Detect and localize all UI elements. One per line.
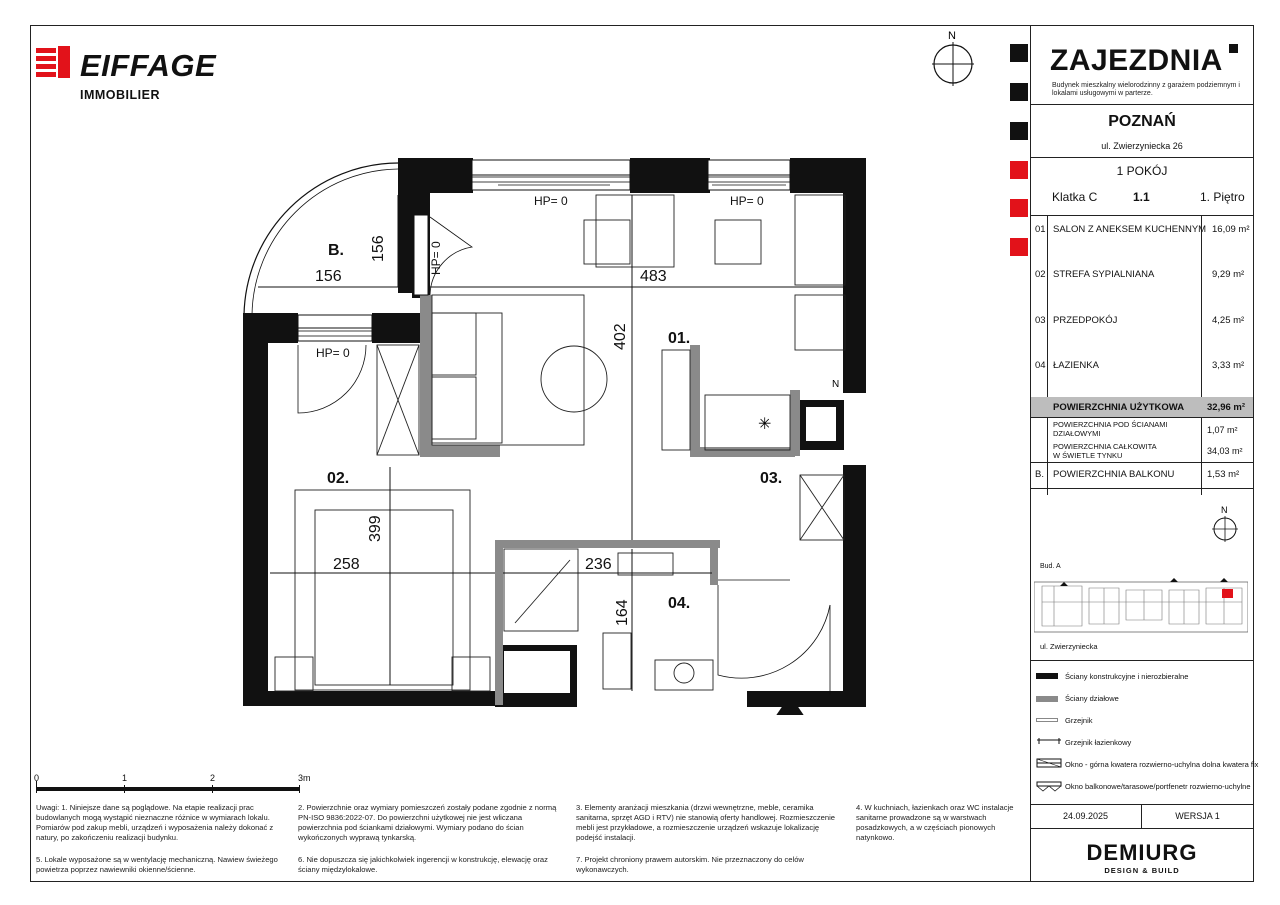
marker-1 [1010, 44, 1028, 62]
legend-bath-radiator-icon [1036, 737, 1062, 745]
legend-radiator-swatch [1036, 718, 1058, 722]
marker-4 [1010, 161, 1028, 179]
compass-icon [928, 28, 978, 90]
issue-date: 24.09.2025 [1062, 811, 1109, 821]
note-4: 4. W kuchniach, łazienkach oraz WC instalacje sanitarne prowadzone są w warstwach posadzkowych, a w częściach pionowych natynkowo. [856, 803, 1014, 842]
note-6: 6. Nie dopuszcza się jakichkolwiek ingerencji w konstrukcję, elewację oraz ściany międzylokalowe. [298, 855, 548, 874]
hp-label-2: HP= 0 [730, 194, 764, 208]
room-label-01: 01. [668, 330, 691, 347]
room-label-03: 03. [760, 470, 783, 487]
room-label-02: 02. [327, 470, 350, 487]
marker-3 [1010, 122, 1028, 140]
dim-156-horizontal: 156 [315, 268, 342, 285]
legend-structural-swatch [1036, 673, 1058, 679]
note-7: 7. Projekt chroniony prawem autorskim. Nie przeznaczony do celów wykonawczych. [576, 855, 804, 874]
unit-staircase: Klatka C [1052, 190, 1098, 204]
balcony-area-label: POWIERZCHNIA BALKONU [1053, 469, 1175, 480]
hob-icon: ✳ [758, 416, 772, 433]
site-plan-street: ul. Zwierzyniecka [1040, 642, 1098, 651]
ventilation-mark: N [832, 379, 840, 390]
scale-3: 3m [298, 773, 311, 783]
usable-area-value: 32,96 m² [1207, 402, 1246, 413]
dim-164: 164 [614, 599, 631, 626]
legend-balcony-window: Okno balkonowe/tarasowe/portfenetr rozwierno-uchylne [1065, 782, 1251, 791]
developer-name: EIFFAGE [80, 48, 217, 83]
walls-area-value: 1,07 m² [1207, 425, 1238, 435]
contractor-name: DEMIURG [1086, 840, 1198, 865]
furniture [275, 195, 845, 691]
total-area-value: 34,03 m² [1207, 446, 1243, 456]
walls-area-label-1: POWIERZCHNIA POD ŚCIANAMI [1053, 420, 1168, 429]
legend-bath-radiator: Grzejnik łazienkowy [1065, 738, 1132, 747]
balcony-num: B. [1035, 469, 1044, 480]
unit-number: 1.1 [1133, 190, 1150, 204]
dim-402: 402 [612, 323, 629, 350]
note-5: 5. Lokale wyposażone są w wentylację mechaniczną. Nawiew świeżego powietrza poprzez nawiewniki okienne/ścienne. [36, 855, 278, 874]
hp-label-4: HP= 0 [429, 241, 443, 275]
balcony-label: B. [328, 242, 344, 259]
scale-bar [36, 775, 316, 795]
note-2: 2. Powierzchnie oraz wymiary pomieszczeń zostały podane zgodnie z normą PN-ISO 9836:2022-07. Do powierzchni użytkowej nie jest wliczana powierzchnia pod ściankami działowymi. Wymiary podano do ścian wykończonych wyprawą tynkarską. [298, 803, 557, 842]
site-plan-building-label: Bud. A [1040, 563, 1061, 570]
dim-156-vertical: 156 [370, 235, 387, 262]
usable-area-label: POWIERZCHNIA UŻYTKOWA [1053, 402, 1185, 413]
legend-window: Okno - górna kwatera rozwierno-uchylna dolna kwatera fix [1065, 760, 1259, 769]
note-1: Uwagi: 1. Niniejsze dane są poglądowe. Na etapie realizacji prac budowlanych mogą wystąpić nieznaczne różnice w wymiarach lokalu. Pomiarów pod zakup mebli, urządzeń i wyposażenia należy dokonać z natury, po zakończeniu realizacji budynku. [36, 803, 274, 842]
marker-2 [1010, 83, 1028, 101]
legend-balcony-window-icon [1036, 780, 1062, 792]
version: WERSJA 1 [1175, 811, 1220, 821]
balcony-area-value: 1,53 m² [1207, 469, 1240, 480]
site-plan [1034, 572, 1248, 636]
room-label-04: 04. [668, 595, 691, 612]
total-area-label-1: POWIERZCHNIA CAŁKOWITA [1053, 442, 1157, 451]
hp-label-3: HP= 0 [316, 346, 350, 360]
floor-plan [240, 155, 870, 715]
scale-0: 0 [34, 773, 40, 783]
compass-small-icon [1210, 502, 1240, 544]
compass-small-n-label: N [1221, 505, 1228, 515]
address: ul. Zwierzyniecka 26 [1101, 141, 1183, 151]
dim-258: 258 [333, 556, 360, 573]
legend-radiator: Grzejnik [1065, 716, 1093, 725]
walls-area-label-2: DZIAŁOWYMI [1053, 429, 1101, 438]
dim-236: 236 [585, 556, 612, 573]
scale-1: 1 [122, 773, 128, 783]
scale-2: 2 [210, 773, 216, 783]
contractor-sub: DESIGN & BUILD [1104, 866, 1180, 875]
project-name-square [1229, 44, 1238, 53]
legend-partition-swatch [1036, 696, 1058, 702]
dim-483: 483 [640, 268, 667, 285]
developer-logo [36, 44, 236, 104]
legend-window-icon [1036, 757, 1062, 769]
project-name: ZAJEZDNIA [1050, 44, 1223, 77]
total-area-label-2: W ŚWIETLE TYNKU [1053, 451, 1123, 460]
dim-399: 399 [367, 515, 384, 542]
unit-floor: 1. Piętro [1200, 190, 1245, 204]
developer-sub: IMMOBILIER [80, 88, 160, 102]
unit-type: 1 POKÓJ [1116, 164, 1168, 178]
city: POZNAŃ [1108, 113, 1176, 130]
legend-partition: Ściany działowe [1065, 694, 1119, 703]
eiffage-mark-icon [36, 44, 72, 80]
project-description: Budynek mieszkalny wielorodzinny z garażem podziemnym i lokalami usługowymi w parterze. [1052, 82, 1240, 97]
legend-structural: Ściany konstrukcyjne i nierozbieralne [1065, 672, 1189, 681]
compass-n-label: N [948, 30, 956, 42]
marker-6 [1010, 238, 1028, 256]
note-3: 3. Elementy aranżacji mieszkania (drzwi wewnętrzne, meble, ceramika sanitarna, sprzęt AGD i RTV) nie stanowią oferty handlowej. Rozmieszczenie mebli jest przykładowe, a rozmieszczenie urządzeń wskazuje lokalizację podejść instalacji. [576, 803, 836, 842]
hp-label-1: HP= 0 [534, 194, 568, 208]
marker-5 [1010, 199, 1028, 217]
